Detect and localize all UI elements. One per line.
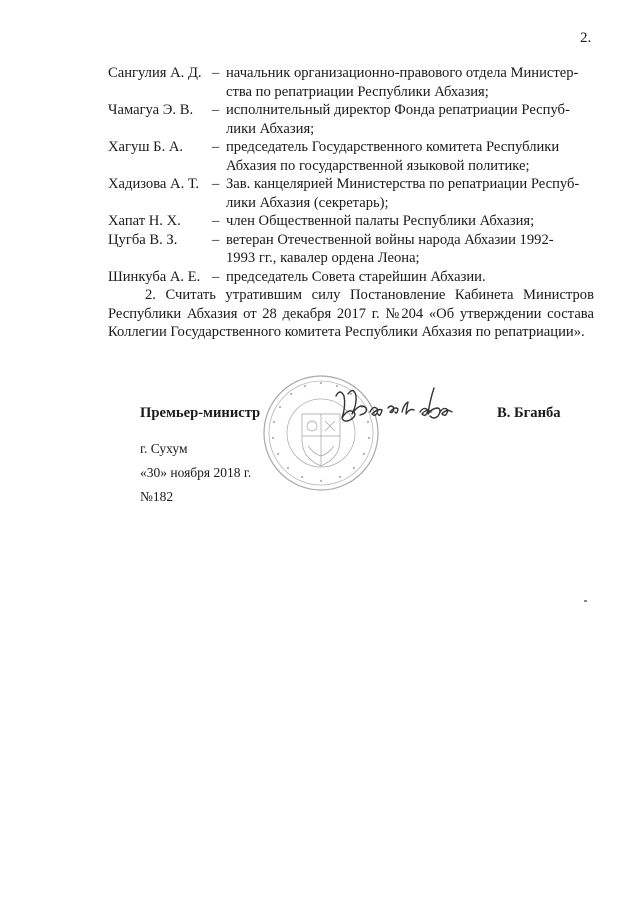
member-dash: – [212,231,220,248]
member-name: Хапат Н. Х. [108,213,181,229]
member-dash: – [212,65,220,81]
scan-speck [584,600,587,602]
member-role-line: член Общественной палаты Республики Абхазия; [226,213,535,229]
signatory-title: Премьер-министр [140,405,261,421]
member-row [108,268,594,287]
member-role-line: ветеран Отечественной войны народа Абхазии 1992- [226,231,554,248]
member-role [226,231,594,268]
members-list [108,64,594,286]
member-dash: – [212,176,220,192]
document-number: №182 [140,489,174,504]
member-role-line: начальник организационно-правового отдела Министер- [226,65,579,81]
member-name: Сангулия А. Д. [108,65,202,81]
member-dash: – [212,102,220,118]
member-role-line: ства по репатриации Республики Абхазия; [226,83,489,100]
member-role [226,138,594,175]
member-role [226,268,594,287]
member-dash: – [212,268,220,285]
member-role-line: лики Абхазия (секретарь); [226,194,389,211]
member-role-line: лики Абхазия; [226,120,315,137]
member-role-line: Абхазия по государственной языковой политике; [226,157,530,174]
place-city: г. Сухум [140,441,188,456]
member-row [108,101,594,138]
member-row [108,175,594,212]
member-row [108,64,594,101]
member-name: Цугба В. З. [108,231,178,248]
member-name: Шинкуба А. Е. [108,268,201,285]
member-row [108,212,594,231]
member-role-line: председатель Совета старейшин Абхазии. [226,268,486,285]
member-role-line: 1993 гг., кавалер ордена Леона; [226,250,420,266]
member-role [226,175,594,212]
member-dash: – [212,213,220,229]
paragraph-2: 2. Считать утратившим силу Постановление Кабинета Министров Республики Абхазия от 28 декабря 2017 г. №204 «Об утверждении состава Коллегии Государственного комитета Республики Абхазия по репатриации». [108,287,594,340]
member-row [108,138,594,175]
member-role [226,64,594,101]
handwritten-signature [330,382,460,432]
member-dash: – [212,139,220,155]
member-role-line: Зав. канцелярией Министерства по репатриации Респуб- [226,176,580,192]
document-date: «30» ноября 2018 г. [140,465,252,480]
member-role [226,212,594,231]
member-role-line: исполнительный директор Фонда репатриации Респуб- [226,102,570,118]
member-name: Чамагуа Э. В. [108,102,194,118]
member-name: Хадизова А. Т. [108,176,199,192]
member-role [226,101,594,138]
member-name: Хагуш Б. А. [108,139,184,155]
member-role-line: председатель Государственного комитета Республики [226,139,560,155]
member-row [108,231,594,268]
signatory-name: В. Бганба [497,405,561,421]
page-number: 2. [580,30,592,46]
